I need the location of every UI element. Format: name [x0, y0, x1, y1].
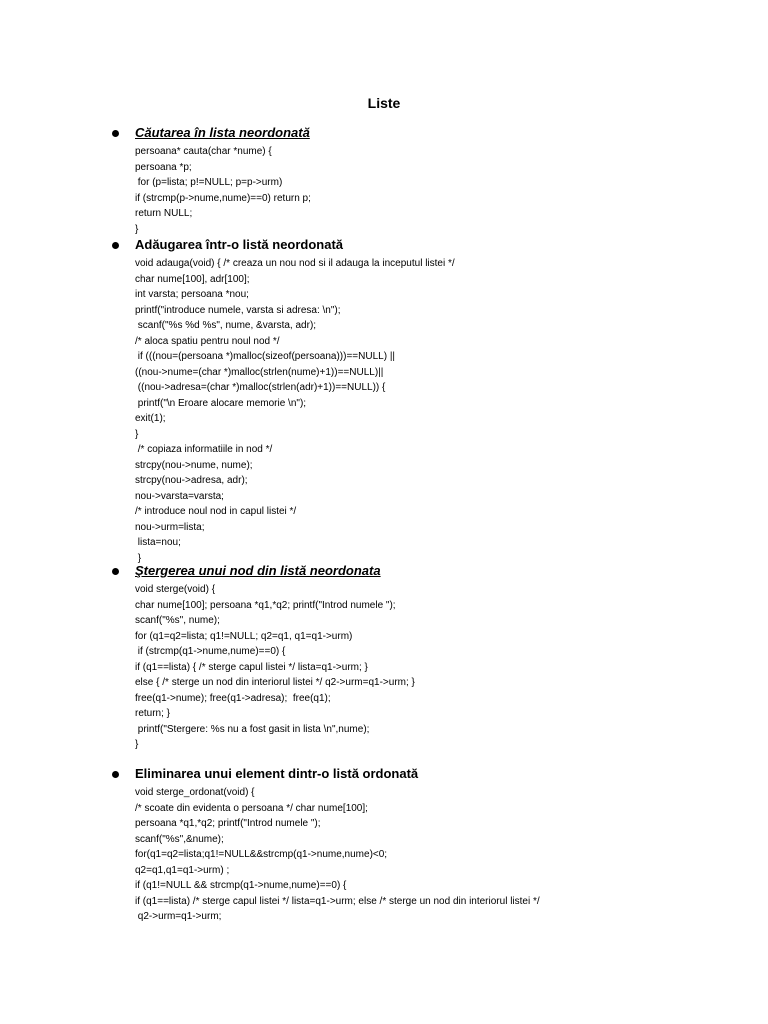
- section-heading: Adăugarea într-o listă neordonată: [135, 237, 344, 252]
- bullet-icon: [112, 242, 119, 249]
- code-line: void adauga(void) { /* creaza un nou nod si il adauga la inceputul listei */: [135, 258, 455, 269]
- code-line: strcpy(nou->nume, nume);: [135, 459, 253, 471]
- section-heading: Căutarea în lista neordonată: [135, 125, 310, 140]
- code-line: for (q1=q2=lista; q1!=NULL; q2=q1, q1=q1->urm): [135, 630, 353, 642]
- code-line: q2=q1,q1=q1->urm) ;: [135, 864, 230, 876]
- code-line: if (q1!=NULL && strcmp(q1->nume,nume)==0) {: [135, 880, 347, 891]
- code-block: [135, 144, 311, 237]
- code-line: }: [135, 223, 139, 235]
- code-line: if (q1==lista) /* sterge capul listei */ lista=q1->urm; else /* sterge un nod din interiorul listei */: [135, 895, 540, 907]
- page-title: Liste: [367, 95, 401, 111]
- code-line: scanf("%s",&nume);: [135, 833, 224, 845]
- code-line: int varsta; persoana *nou;: [135, 289, 249, 300]
- code-line: }: [135, 739, 139, 750]
- code-line: /* copiaza informatiile in nod */: [135, 444, 273, 455]
- code-line: if (strcmp(p->nume,nume)==0) return p;: [135, 192, 311, 204]
- code-line: for (p=lista; p!=NULL; p=p->urm): [135, 177, 283, 188]
- code-line: }: [135, 428, 139, 440]
- code-line: /* introduce noul nod in capul listei */: [135, 506, 297, 517]
- section-heading: Eliminarea unui element dintr-o listă ordonată: [135, 766, 419, 781]
- code-line: if (q1==lista) { /* sterge capul listei */ lista=q1->urm; }: [135, 661, 368, 673]
- code-line: free(q1->nume); free(q1->adresa); free(q1);: [135, 692, 331, 704]
- code-line: char nume[100]; persoana *q1,*q2; printf("Introd numele ");: [135, 599, 396, 611]
- bullet-icon: [112, 130, 119, 137]
- code-line: for(q1=q2=lista;q1!=NULL&&strcmp(q1->nume,nume)<0;: [135, 849, 388, 860]
- code-block: [135, 785, 540, 925]
- code-line: q2->urm=q1->urm;: [135, 911, 222, 922]
- code-line: }: [135, 552, 142, 564]
- code-line: return NULL;: [135, 208, 193, 219]
- code-line: else { /* sterge un nod din interiorul listei */ q2->urm=q1->urm; }: [135, 677, 415, 688]
- code-line: strcpy(nou->adresa, adr);: [135, 475, 248, 486]
- code-line: if (((nou=(persoana *)malloc(sizeof(persoana)))==NULL) ||: [135, 351, 396, 362]
- code-line: scanf("%s", nume);: [135, 615, 220, 626]
- code-line: persoana *q1,*q2; printf("Introd numele ");: [135, 818, 321, 829]
- code-line: /* scoate din evidenta o persoana */ char nume[100];: [135, 802, 368, 814]
- code-line: nou->varsta=varsta;: [135, 490, 224, 502]
- code-line: if (strcmp(q1->nume,nume)==0) {: [135, 646, 286, 657]
- code-line: persoana* cauta(char *nume) {: [135, 146, 272, 157]
- code-line: nou->urm=lista;: [135, 521, 205, 533]
- code-line: persoana *p;: [135, 161, 192, 173]
- code-block: [135, 256, 455, 566]
- bullet-icon: [112, 771, 119, 778]
- code-line: void sterge_ordonat(void) {: [135, 787, 255, 798]
- code-line: printf("introduce numele, varsta si adresa: \n");: [135, 304, 341, 316]
- code-line: printf("Stergere: %s nu a fost gasit in lista \n",nume);: [135, 723, 370, 735]
- code-line: /* aloca spatiu pentru noul nod */: [135, 335, 280, 347]
- code-line: char nume[100], adr[100];: [135, 273, 250, 285]
- section-heading: Ştergerea unui nod din listă neordonata: [135, 563, 381, 578]
- code-block: [135, 582, 415, 753]
- code-line: return; }: [135, 708, 171, 719]
- bullet-icon: [112, 568, 119, 575]
- code-line: lista=nou;: [135, 537, 181, 548]
- code-line: scanf("%s %d %s", nume, &varsta, adr);: [135, 320, 317, 331]
- code-line: ((nou->adresa=(char *)malloc(strlen(adr)+1))==NULL)) {: [135, 382, 386, 393]
- code-line: printf("\n Eroare alocare memorie \n");: [135, 397, 307, 409]
- code-line: exit(1);: [135, 413, 166, 424]
- code-line: void sterge(void) {: [135, 584, 216, 595]
- code-line: ((nou->nume=(char *)malloc(strlen(nume)+1))==NULL)||: [135, 366, 384, 378]
